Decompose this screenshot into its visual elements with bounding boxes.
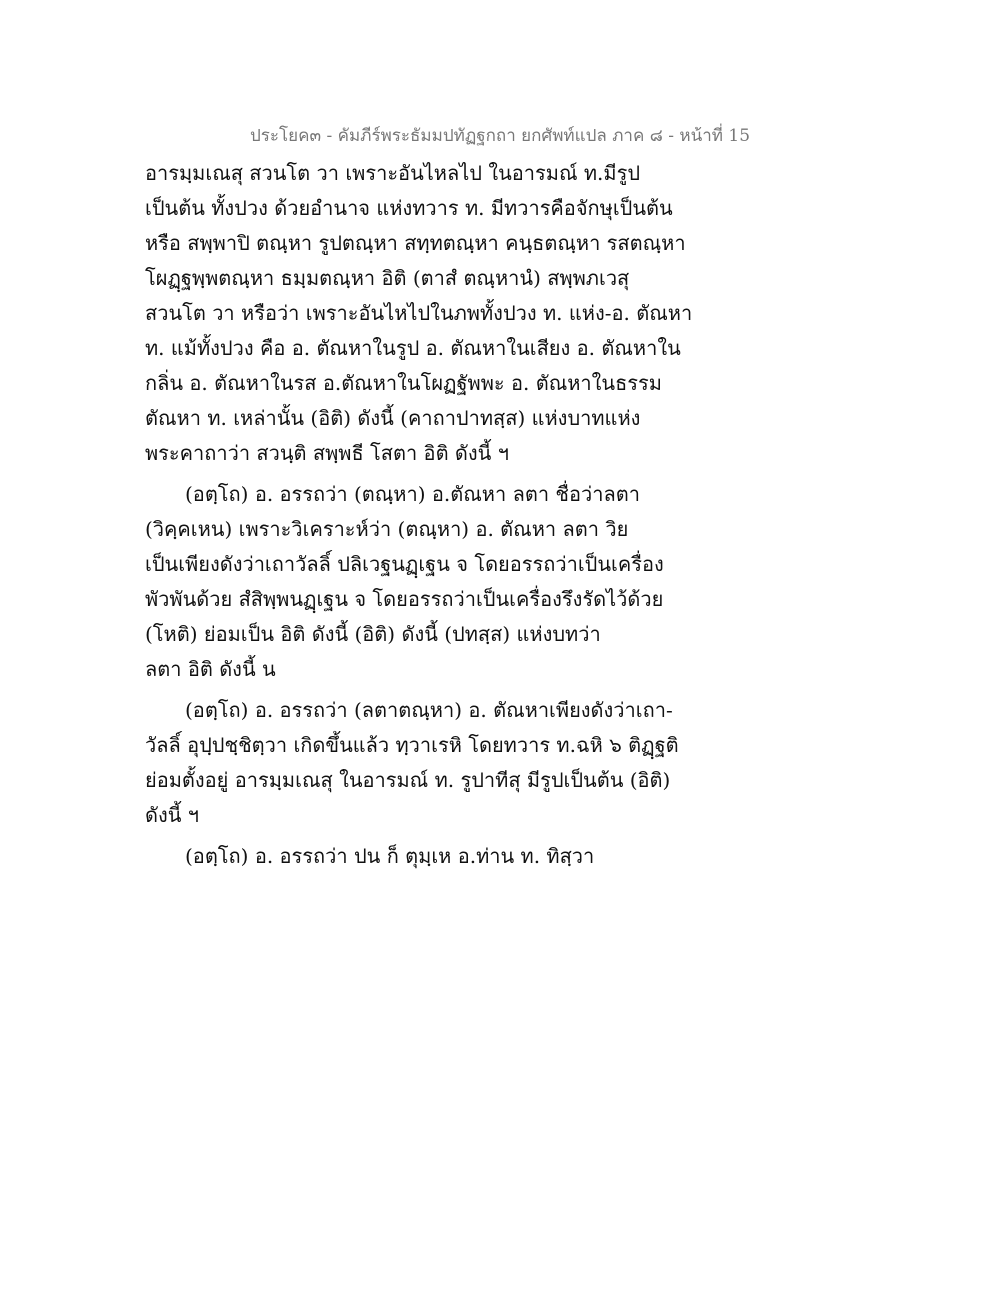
text-line: ดังนี้ ฯ [145, 803, 200, 827]
text-line: พัวพันด้วย สํสิพฺพนฏฺเฐน จ โดยอรรถว่าเป็นเครื่องรึงรัดไว้ด้วย [145, 587, 664, 611]
text-line: (โหติ) ย่อมเป็น อิติ ดังนี้ (อิติ) ดังนี้ (ปทสฺส) แห่งบทว่า [145, 622, 601, 646]
text-line: ท. แม้ทั้งปวง คือ อ. ตัณหาในรูป อ. ตัณหาในเสียง อ. ตัณหาใน [145, 336, 681, 360]
paragraph-4 [145, 839, 705, 874]
text-line: พระคาถาว่า สวนฺติ สพฺพธี โสตา อิติ ดังนี้ ฯ [145, 441, 509, 465]
text-line: (อตฺโถ) อ. อรรถว่า (ตณฺหา) อ.ตัณหา ลตา ชื่อว่าลตา [185, 482, 640, 506]
paragraph-3 [145, 693, 705, 833]
text-line: เป็นต้น ทั้งปวง ด้วยอำนาจ แห่งทวาร ท. มีทวารคือจักษุเป็นต้น [145, 196, 673, 220]
body-text [145, 156, 705, 874]
text-line: สวนโต วา หรือว่า เพราะอันไหไปในภพทั้งปวง ท. แห่ง-อ. ตัณหา [145, 301, 693, 325]
paragraph-1 [145, 156, 705, 471]
text-line: (วิคฺคเหน) เพราะวิเคราะห์ว่า (ตณฺหา) อ. ตัณหา ลตา วิย [145, 517, 629, 541]
text-line: หรือ สพฺพาปิ ตณฺหา รูปตณฺหา สทฺทตณฺหา คนฺธตณฺหา รสตณฺหา [145, 231, 686, 255]
text-line: ย่อมตั้งอยู่ อารมฺมเณสุ ในอารมณ์ ท. รูปาทีสุ มีรูปเป็นต้น (อิติ) [145, 768, 671, 792]
text-line: กลิ่น อ. ตัณหาในรส อ.ตัณหาในโผฏฐัพพะ อ. ตัณหาในธรรม [145, 371, 662, 395]
text-line: ลตา อิติ ดังนี้ น [145, 657, 276, 681]
text-line: เป็นเพียงดังว่าเถาวัลลิ์ ปลิเวฐนฏฺเฐน จ โดยอรรถว่าเป็นเครื่อง [145, 552, 664, 576]
text-line: อารมฺมเณสุ สวนโต วา เพราะอันไหลไป ในอารมณ์ ท.มีรูป [145, 161, 641, 185]
text-line: (อตฺโถ) อ. อรรถว่า ปน ก็ ตุมฺเห อ.ท่าน ท. ทิสฺวา [185, 844, 595, 868]
text-line: ตัณหา ท. เหล่านั้น (อิติ) ดังนี้ (คาถาปาทสฺส) แห่งบาทแห่ง [145, 406, 641, 430]
text-line: วัลลิ์ อุปฺปชฺชิตฺวา เกิดขึ้นแล้ว ทฺวาเรหิ โดยทวาร ท.ฉหิ ๖ ติฏฺฐติ [145, 733, 679, 757]
text-line: โผฏฺฐพฺพตณฺหา ธมฺมตณฺหา อิติ (ตาสํ ตณฺหานํ) สพฺพภเวสุ [145, 266, 630, 290]
paragraph-2 [145, 477, 705, 687]
text-line: (อตฺโถ) อ. อรรถว่า (ลตาตณฺหา) อ. ตัณหาเพียงดังว่าเถา- [185, 698, 673, 722]
running-header: ประโยค๓ - คัมภีร์พระธัมมปทัฏฐกถา ยกศัพท์แปล ภาค ๘ - หน้าที่ 15 [249, 126, 751, 146]
